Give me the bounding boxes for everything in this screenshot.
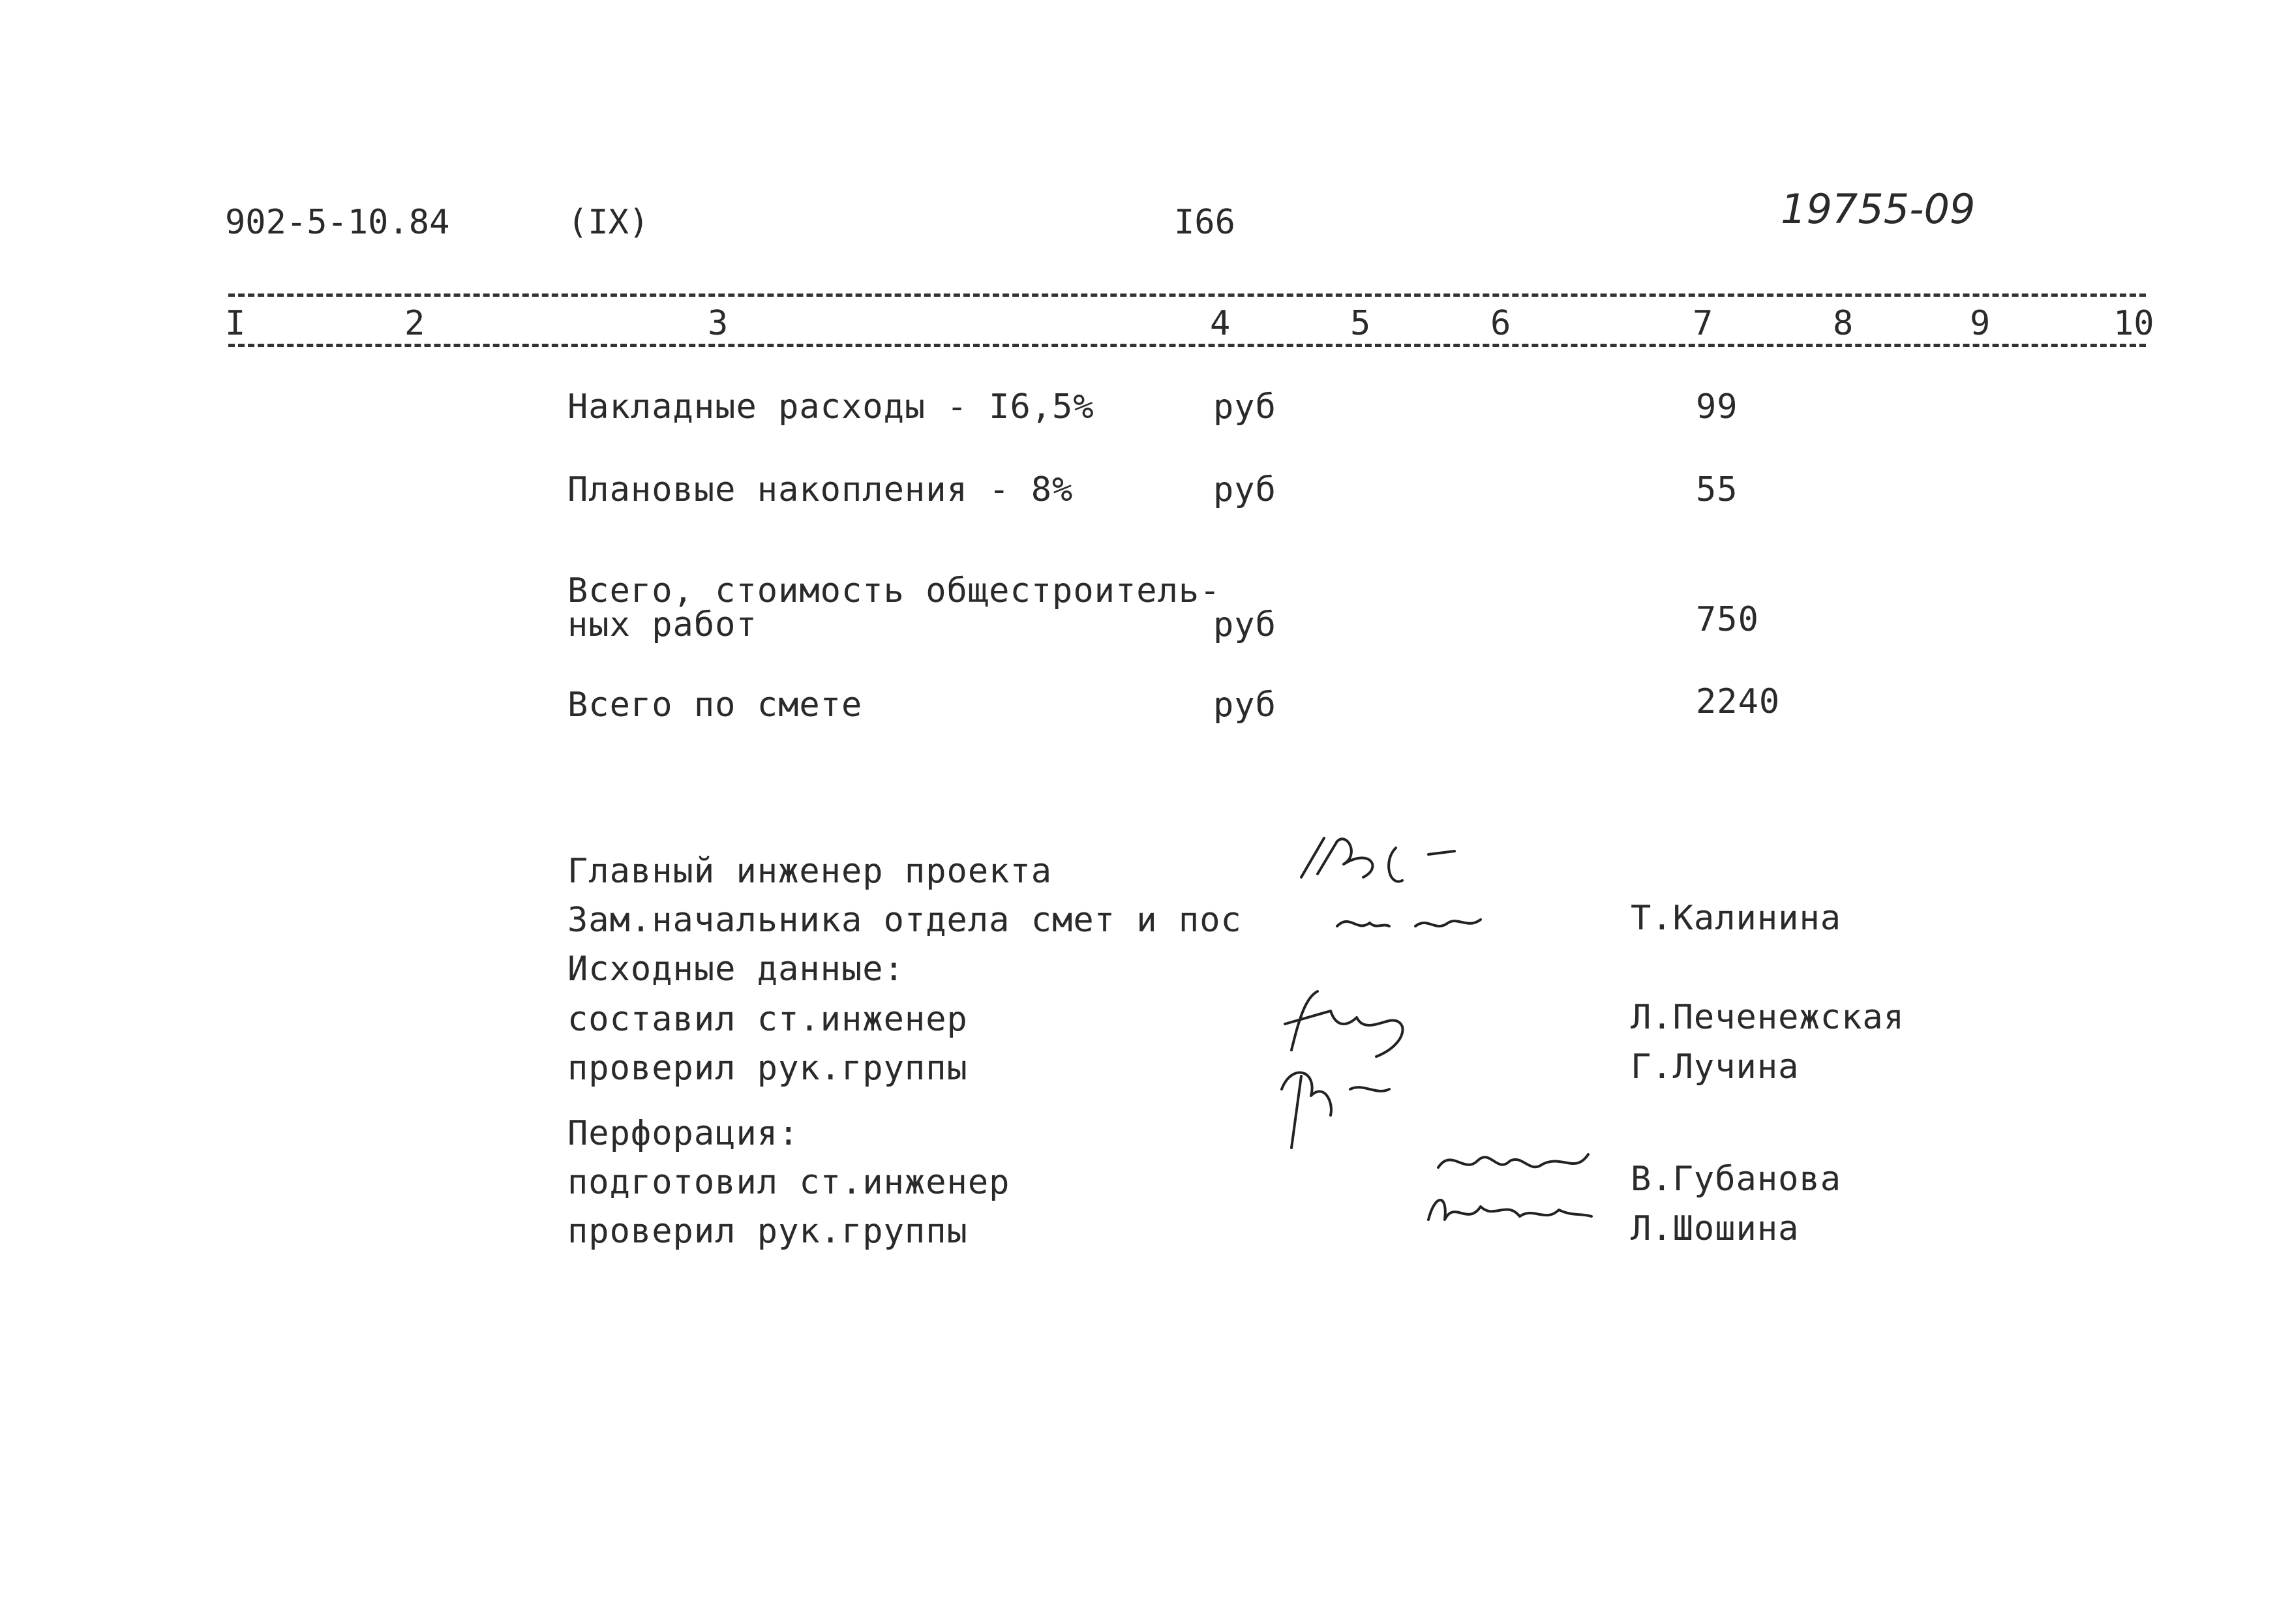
prepared-by-title: подготовил ст.инженер	[567, 1163, 1010, 1202]
column-number-10: 10	[2113, 304, 2154, 343]
document-stamp: 19755-09	[1781, 185, 1976, 233]
checked-by-name: Л.Шошина	[1631, 1209, 1800, 1248]
checked-by-2-signature	[1422, 1187, 1598, 1233]
compiled-by-name: Л.Печенежская	[1631, 998, 1905, 1037]
cost-row-unit: руб	[1213, 605, 1276, 644]
chief-engineer-signature	[1298, 828, 1494, 900]
chief-engineer-title: Главный инженер проекта	[567, 852, 1053, 891]
cost-row-unit: руб	[1213, 470, 1276, 509]
prepared-by-name: В.Губанова	[1631, 1160, 1842, 1199]
deputy-head-name: Т.Калинина	[1631, 899, 1842, 938]
cost-row-label: Всего по смете	[567, 685, 863, 725]
deputy-head-title: Зам.начальника отдела смет и пос	[567, 901, 1242, 940]
cost-row-label-line1: Всего, стоимость общестроитель-	[567, 571, 1221, 610]
checked-by-name: Г.Лучина	[1631, 1047, 1800, 1087]
prepared-by-signature	[1432, 1135, 1601, 1187]
checked-by-title: проверил рук.группы	[567, 1212, 968, 1251]
page-number: I66	[1174, 203, 1235, 242]
source-data-heading: Исходные данные:	[567, 950, 905, 989]
cost-row-amount: 750	[1696, 600, 1759, 639]
cost-row-unit: руб	[1213, 387, 1276, 427]
project-code: 902-5-10.84	[225, 203, 450, 242]
column-number-1: I	[225, 304, 246, 343]
checked-by-title: проверил рук.группы	[567, 1049, 968, 1088]
column-header-bottom-rule	[228, 344, 2146, 347]
column-number-2: 2	[404, 304, 425, 343]
column-number-6: 6	[1490, 304, 1511, 343]
cost-row-label-line2: ных работ	[567, 605, 757, 644]
cost-row-label: Плановые накопления - 8%	[567, 470, 1074, 509]
cost-row-amount: 2240	[1696, 682, 1781, 721]
cost-row-amount: 99	[1696, 387, 1738, 427]
volume-label: (IX)	[567, 203, 650, 242]
deputy-head-signature	[1331, 907, 1526, 939]
column-number-8: 8	[1833, 304, 1854, 343]
cost-row-label: Накладные расходы - I6,5%	[567, 387, 1094, 427]
column-header-top-rule	[228, 293, 2146, 297]
cost-row-amount: 55	[1696, 470, 1738, 509]
column-number-4: 4	[1210, 304, 1231, 343]
cost-row-unit: руб	[1213, 685, 1276, 725]
column-number-9: 9	[1970, 304, 1991, 343]
compiled-by-title: составил ст.инженер	[567, 1000, 968, 1039]
column-number-3: 3	[708, 304, 729, 343]
perforation-heading: Перфорация:	[567, 1114, 800, 1153]
column-number-5: 5	[1350, 304, 1371, 343]
checked-by-signature	[1272, 1050, 1402, 1154]
column-number-7: 7	[1693, 304, 1713, 343]
